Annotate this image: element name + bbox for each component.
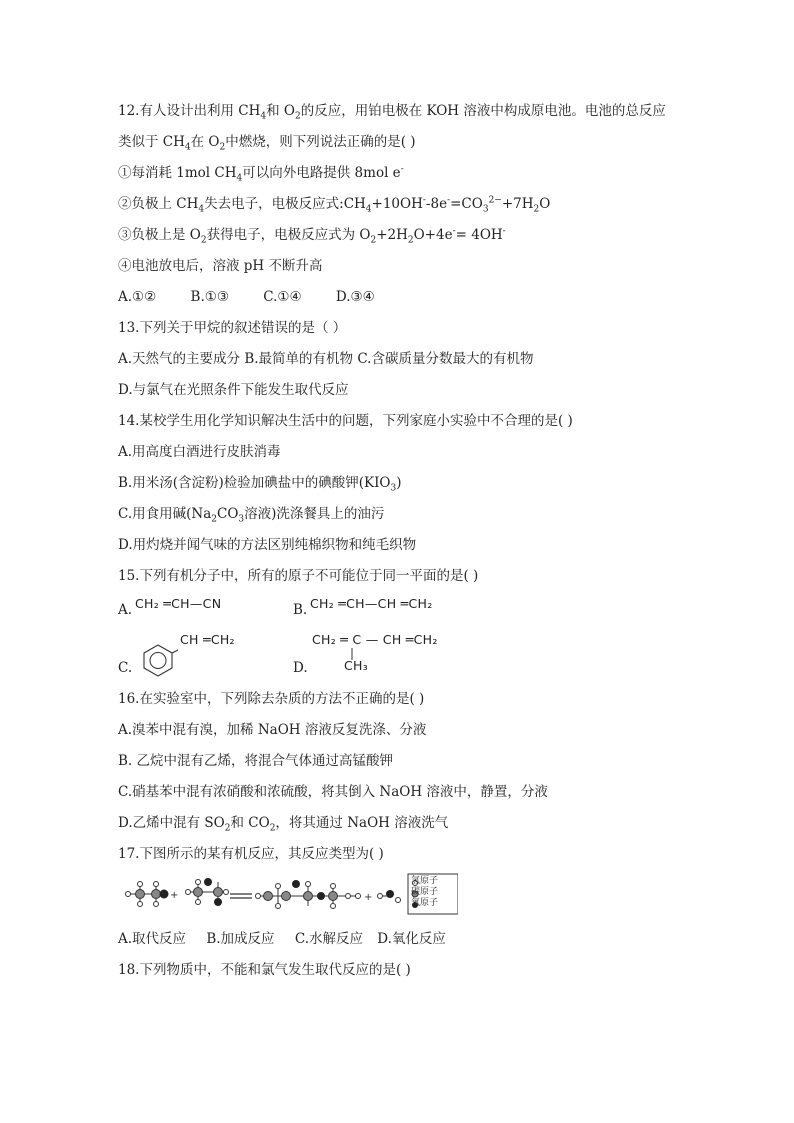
q17-option-d[interactable]: D.氧化反应 [377,931,446,947]
q15-option-b-formula: CH₂ ═CH—CH ═CH₂ [310,596,433,611]
q12-statement-1: ①每消耗 1mol $CH_4$可以向外电路提供 8mol e- [118,164,404,184]
q13-stem: 13.下列关于甲烷的叙述错误的是（ ） [118,320,347,336]
q13-options-line2: D.与氯气在光照条件下能发生取代反应 [118,382,349,398]
q16-stem: 16.在实验室中，下列除去杂质的方法不正确的是( ) [118,691,425,707]
q12-option-b[interactable]: B.①③ [190,289,229,305]
q15-row-cd [118,632,688,684]
q17-stem: 17.下图所示的某有机反应，其反应类型为( ) [118,846,384,862]
q15-option-a-label[interactable]: A. [118,602,133,618]
q16-option-a[interactable]: A.溴苯中混有溴，加稀 NaOH 溶液反复洗涤、分液 [118,722,427,738]
q12-stem-line2: 类似于 $CH_4$在 $O_2$中燃烧，则下列说法正确的是( ) [118,134,416,153]
q17-option-b[interactable]: B.加成反应 [206,931,275,947]
q15-option-b-label[interactable]: B. [293,602,308,618]
benzene-ring-icon [138,642,178,678]
q17-option-a[interactable]: A.取代反应 [118,931,187,947]
q15-stem: 15.下列有机分子中，所有的原子不可能位于同一平面的是( ) [118,568,479,584]
q12-statement-4: ④电池放电后，溶液 pH 不断升高 [118,258,323,274]
q15-option-a-formula: CH₂ ═CH—CN [135,596,222,611]
q12-options [118,282,688,313]
q12-stem-line1: 12.有人设计出利用 $CH_4$和 $O_2$的反应，用铂电极在 KOH 溶液中构成原电池。电池的总反应 [118,103,666,122]
q14-option-a[interactable]: A.用高度白酒进行皮肤消毒 [118,444,281,460]
q14-stem: 14.某校学生用化学知识解决生活中的问题，下列家庭小实验中不合理的是( ) [118,413,573,429]
molecule-reaction-icon [118,870,458,918]
q15-option-c-formula: CH ═CH₂ [180,632,235,647]
legend-hydrogen: 氢原子 [411,876,439,886]
q13-options-line1: A.天然气的主要成分 B.最简单的有机物 C.含碳质量分数最大的有机物 [118,351,534,367]
q12-option-c[interactable]: C.①④ [263,289,302,305]
q17-options [118,924,688,955]
legend-oxygen: 氧原子 [411,898,439,908]
q14-option-d[interactable]: D.用灼烧并闻气味的方法区别纯棉织物和纯毛织物 [118,537,417,553]
plus-sign-2: + [364,892,373,903]
q17-legend [411,876,438,909]
q14-option-c[interactable]: C.用食用碱($Na_2CO_3$溶液)洗涤餐具上的油污 [118,506,385,525]
q14-option-b[interactable]: B.用米汤(含淀粉)检验加碘盐中的碘酸钾$(KIO_3)$ [118,475,402,494]
q17-option-c[interactable]: C.水解反应 [294,931,363,947]
q12-statement-3: ③负极上是 $O_2$获得电子，电极反应式为 $O_2+2H_2O+4e^-= 4OH^-$ [118,226,506,246]
q15-option-d-label[interactable]: D. [293,660,308,676]
q15-option-d-formula: CH₂ ═ C — CH ═CH₂ [312,632,438,647]
q12-statement-2: ②负极上 $CH_4$失去电子，电极反应式$:CH_4+10OH^--8e^-=CO_3^{2-}+7H_2O$ [118,195,551,215]
q12-option-d[interactable]: D.③④ [335,289,375,305]
q15-row-ab [118,592,688,636]
q18-stem: 18.下列物质中，不能和氯气发生取代反应的是( ) [118,962,411,978]
q16-option-c[interactable]: C.硝基苯中混有浓硝酸和浓硫酸，将其倒入 NaOH 溶液中，静置，分液 [118,784,548,800]
q15-option-d-branch: CH₃ [344,658,369,673]
q12-option-a[interactable]: A.①② [118,289,157,305]
exam-page [118,96,688,986]
q16-option-b[interactable]: B. 乙烷中混有乙烯，将混合气体通过高锰酸钾 [118,753,394,769]
q17-reaction-diagram [118,870,688,920]
q15-option-c-label[interactable]: C. [118,660,133,676]
plus-sign: + [170,890,179,901]
legend-carbon: 碳原子 [411,887,439,897]
q16-option-d[interactable]: D.乙烯中混有 $SO_2$和 $CO_2$，将其通过 NaOH 溶液洗气 [118,815,449,834]
